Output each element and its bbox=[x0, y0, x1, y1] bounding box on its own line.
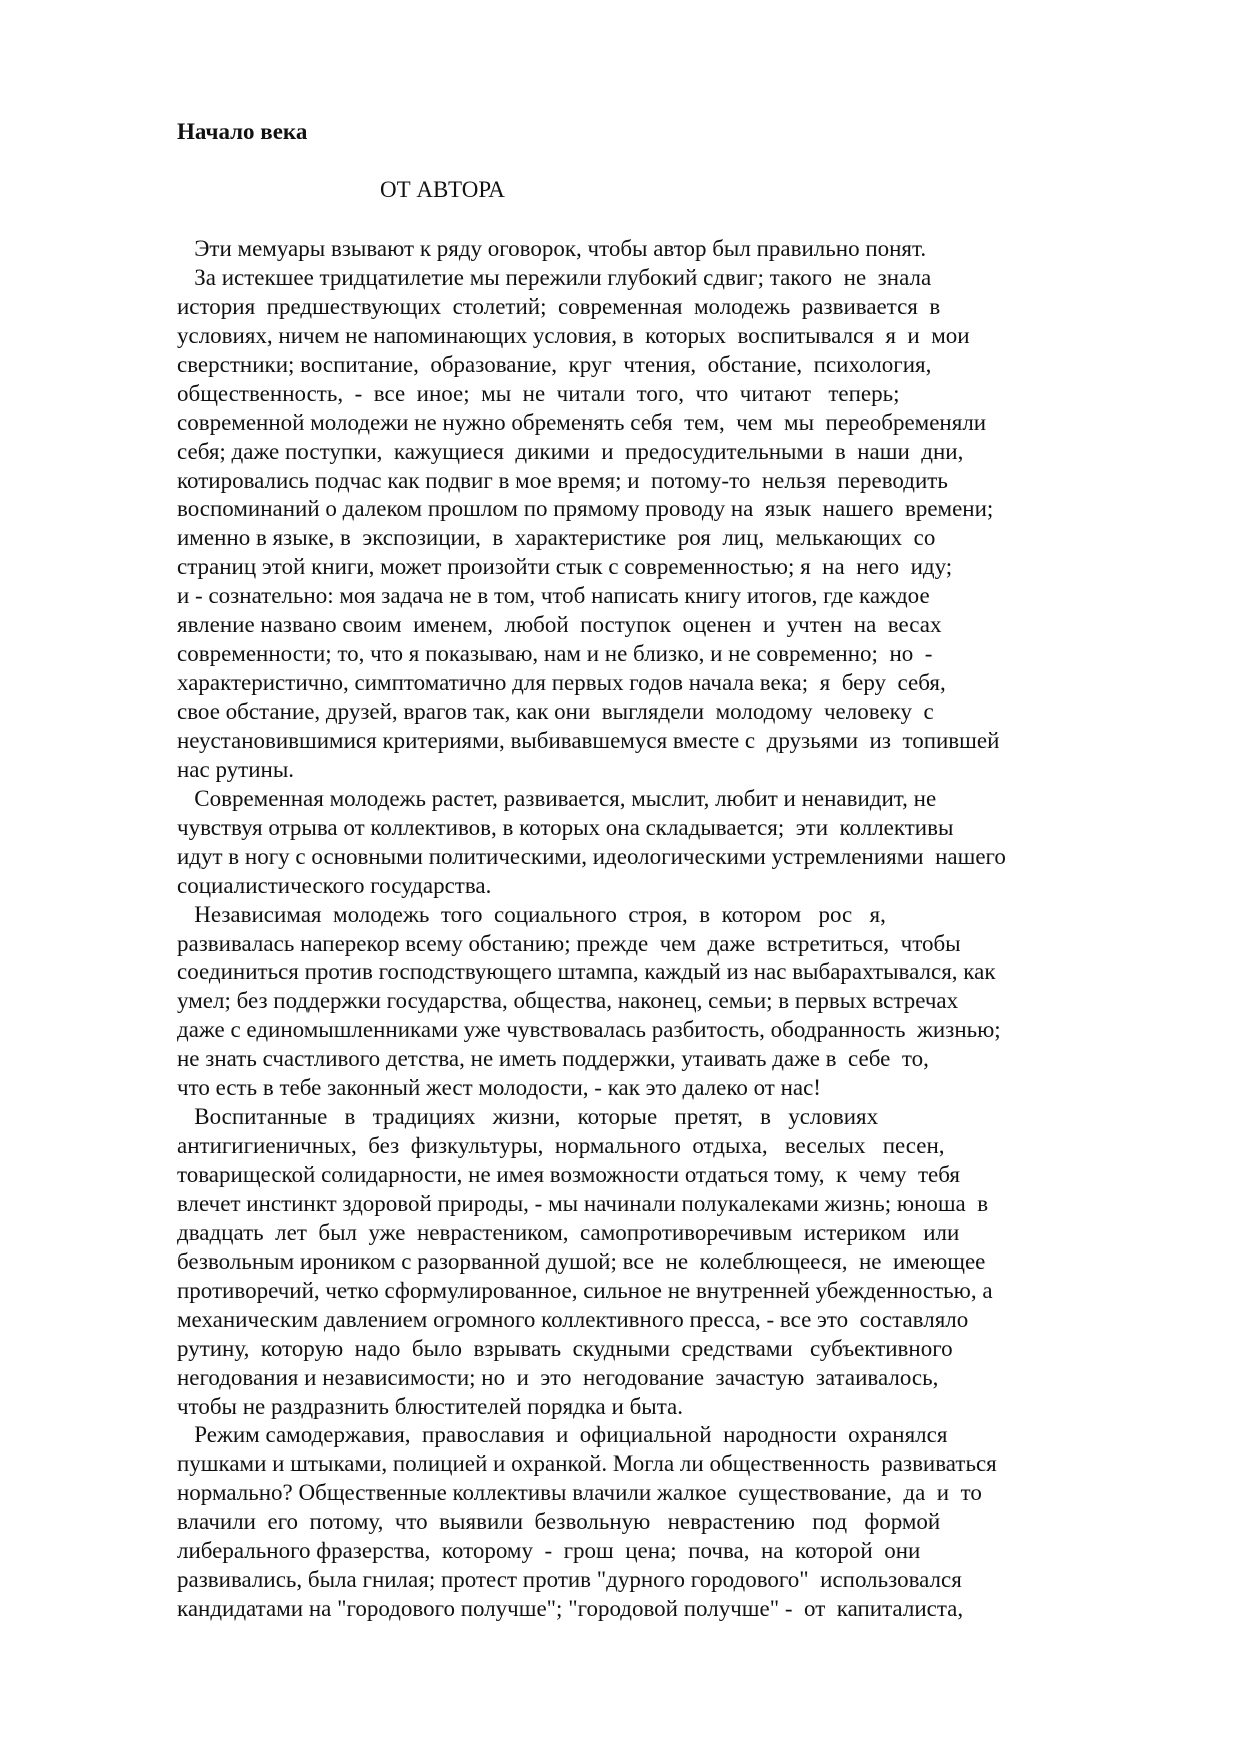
text-line: развивалась наперекор всему обстанию; прежде чем даже встретиться, чтобы bbox=[177, 930, 961, 956]
text-line: развивались, была гнилая; протест против "дурного городового" использовался bbox=[177, 1567, 962, 1593]
text-line: идут в ногу с основными политическими, идеологическими устремлениями нашего bbox=[177, 843, 1006, 869]
text-line: либерального фразерства, которому - грош цена; почва, на которой они bbox=[177, 1538, 921, 1564]
text-line: Воспитанные в традициях жизни, которые претят, в условиях bbox=[177, 1104, 879, 1130]
text-line: характеристично, симптоматично для первых годов начала века; я беру себя, bbox=[177, 670, 946, 696]
text-line: Независимая молодежь того социального строя, в котором рос я, bbox=[177, 901, 886, 927]
text-line: общественность, - все иное; мы не читали того, что читают теперь; bbox=[177, 380, 900, 406]
text-line: явление названо своим именем, любой поступок оценен и учтен на весах bbox=[177, 612, 942, 638]
text-line: история предшествующих столетий; современная молодежь развивается в bbox=[177, 293, 941, 319]
text-line: воспоминаний о далеком прошлом по прямому проводу на язык нашего времени; bbox=[177, 496, 994, 522]
text-line: именно в языке, в экспозиции, в характеристике роя лиц, мелькающих со bbox=[177, 525, 936, 551]
text-line: товарищеской солидарности, не имея возможности отдаться тому, к чему тебя bbox=[177, 1162, 960, 1187]
text-line: влечет инстинкт здоровой природы, - мы начинали полукалеками жизнь; юноша в bbox=[177, 1190, 989, 1216]
text-line: двадцать лет был уже неврастеником, самопротиворечивым истериком или bbox=[177, 1219, 960, 1245]
text-line: условиях, ничем не напоминающих условия, в которых воспитывался я и мои bbox=[177, 322, 970, 348]
section-title: ОТ АВТОРА bbox=[380, 177, 505, 202]
text-line: Современная молодежь растет, развивается, мыслит, любит и ненавидит, не bbox=[177, 785, 937, 811]
text-line: современности; то, что я показываю, нам и не близко, и не современно; но - bbox=[177, 641, 933, 667]
text-line: сверстники; воспитание, образование, круг чтения, обстание, психология, bbox=[177, 351, 932, 377]
text-line: За истекшее тридцатилетие мы пережили глубокий сдвиг; такого не знала bbox=[177, 264, 932, 290]
text-line: рутину, которую надо было взрывать скудными средствами субъективного bbox=[177, 1335, 953, 1361]
text-line: кандидатами на "городового получше"; "городовой получше" - от капиталиста, bbox=[177, 1596, 964, 1622]
text-line: страниц этой книги, может произойти стык с современностью; я на него иду; bbox=[177, 554, 953, 580]
text-line: соединиться против господствующего штампа, каждый из нас выбарахтывался, как bbox=[177, 959, 996, 985]
text-line: современной молодежи не нужно обременять себя тем, чем мы переобременяли bbox=[177, 409, 987, 435]
text-line: Эти мемуары взывают к ряду оговорок, чтобы автор был правильно понят. bbox=[177, 236, 927, 261]
book-title: Начало века bbox=[177, 119, 308, 144]
text-line: и - сознательно: моя задача не в том, чтоб написать книгу итогов, где каждое bbox=[177, 583, 930, 609]
text-line: чувствуя отрыва от коллективов, в которых она складывается; эти коллективы bbox=[177, 814, 954, 840]
text-line: неустановившимися критериями, выбивавшемуся вместе с друзьями из топившей bbox=[177, 727, 1000, 753]
text-line: антигигиеничных, без физкультуры, нормального отдыха, веселых песен, bbox=[177, 1133, 945, 1159]
text-line: чтобы не раздразнить блюстителей порядка и быта. bbox=[177, 1393, 684, 1419]
text-line: противоречий, четко сформулированное, сильное не внутренней убежденностью, а bbox=[177, 1277, 993, 1303]
text-line: свое обстание, друзей, врагов так, как они выглядели молодому человеку с bbox=[177, 699, 934, 724]
text-line: пушками и штыками, полицией и охранкой. Могла ли общественность развиваться bbox=[177, 1451, 997, 1477]
text-line: механическим давлением огромного коллективного пресса, - все это составляло bbox=[177, 1306, 969, 1332]
text-line: нормально? Общественные коллективы влачили жалкое существование, да и то bbox=[177, 1480, 982, 1506]
text-line: котировались подчас как подвиг в мое время; и потому-то нельзя переводить bbox=[177, 467, 948, 493]
text-line: себя; даже поступки, кажущиеся дикими и предосудительными в наши дни, bbox=[177, 438, 964, 464]
text-line: влачили его потому, что выявили безвольную неврастению под формой bbox=[177, 1509, 941, 1535]
text-line: нас рутины. bbox=[177, 756, 295, 782]
text-line: не знать счастливого детства, не иметь поддержки, утаивать даже в себе то, bbox=[177, 1046, 929, 1072]
text-line: Режим самодержавия, православия и официальной народности охранялся bbox=[177, 1422, 948, 1448]
text-line: безвольным ироником с разорванной душой; все не колеблющееся, не имеющее bbox=[177, 1248, 986, 1274]
text-line: социалистического государства. bbox=[177, 872, 492, 898]
text-line: что есть в тебе законный жест молодости, - как это далеко от нас! bbox=[177, 1075, 821, 1101]
body-text bbox=[177, 235, 1077, 1624]
text-line: негодования и независимости; но и это негодование зачастую затаивалось, bbox=[177, 1364, 939, 1390]
text-line: даже с единомышленниками уже чувствовалась разбитость, ободранность жизнью; bbox=[177, 1017, 1001, 1043]
text-line: умел; без поддержки государства, общества, наконец, семьи; в первых встречах bbox=[177, 988, 959, 1014]
